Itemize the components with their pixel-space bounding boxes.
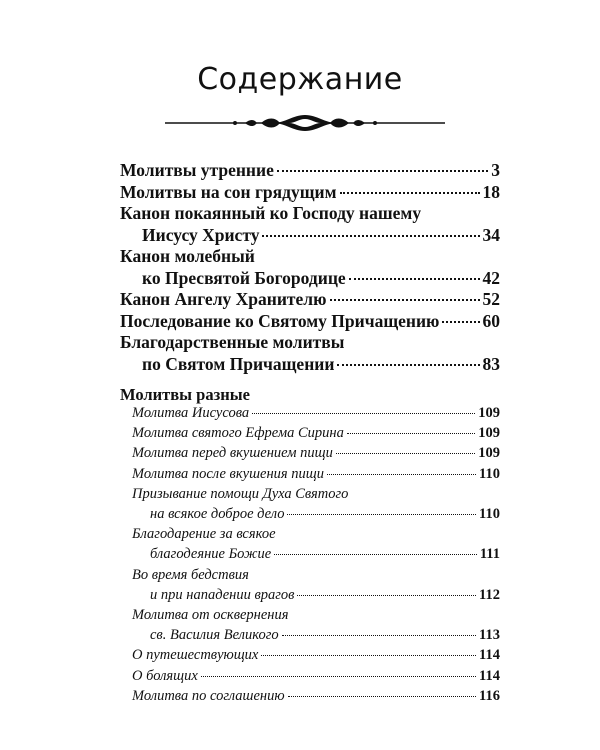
sub-entry-title: Во время бедствия: [132, 566, 249, 583]
sub-entry-line[interactable]: [132, 688, 500, 705]
sub-entry-title: Призывание помощи Духа Святого: [132, 485, 349, 502]
main-entry-line[interactable]: [120, 289, 500, 310]
sub-entry-page-number: 114: [479, 667, 500, 684]
sub-entry-page-number: 109: [478, 405, 500, 421]
dot-leader: [336, 453, 475, 454]
main-entry-title: Молитвы утренние: [120, 160, 274, 180]
main-entry-line[interactable]: [142, 354, 500, 375]
sub-entry-title: Молитва Иисусова: [132, 405, 250, 421]
sub-entry-page-number: 114: [479, 647, 500, 664]
sub-entry-line[interactable]: [132, 425, 500, 442]
section-heading: [120, 385, 500, 405]
main-entry-page-number: 42: [482, 267, 500, 288]
page-title: Содержание: [197, 62, 403, 97]
main-entry-title: Последование ко Святому Причащению: [120, 310, 440, 331]
sub-entry-line[interactable]: [132, 445, 500, 462]
dot-leader: [297, 595, 476, 596]
sub-entry-title: Молитва святого Ефрема Сирина: [132, 425, 344, 442]
dot-leader: [442, 321, 479, 323]
sub-entry-page-number: 113: [479, 627, 500, 644]
main-entry-page-number: 83: [482, 353, 500, 374]
sub-entry-line[interactable]: [150, 627, 500, 644]
dot-leader: [288, 696, 476, 697]
sub-entry-title: Благодарение за всякое: [132, 526, 276, 543]
dot-leader: [274, 554, 477, 555]
main-entry-page-number: 3: [491, 160, 500, 180]
main-entry-title: по Святом Причащении: [142, 353, 335, 374]
dot-leader: [349, 278, 480, 280]
sub-entry-title: О болящих: [132, 667, 198, 684]
sub-entry-line[interactable]: [132, 486, 500, 503]
dot-leader: [287, 514, 476, 515]
main-entry-line[interactable]: [120, 246, 500, 267]
sub-entry-line[interactable]: [132, 607, 500, 624]
sub-entry-title: благодеяние Божие: [150, 546, 272, 563]
dot-leader: [327, 474, 476, 475]
sub-entry-line[interactable]: [150, 546, 500, 563]
dot-leader: [261, 655, 476, 656]
sub-entry-line[interactable]: [132, 647, 500, 664]
sub-entry-line[interactable]: [150, 587, 500, 604]
sub-entry-title: Молитва по соглашению: [132, 687, 285, 704]
sub-entry-title: О путешествующих: [132, 647, 259, 664]
dot-leader: [277, 170, 488, 172]
sub-entry-line[interactable]: [132, 668, 500, 685]
sub-entry-title: св. Василия Великого: [150, 627, 279, 644]
sub-entry-title: и при нападении врагов: [150, 586, 295, 603]
main-entry-line[interactable]: [120, 203, 500, 224]
dot-leader: [340, 192, 480, 194]
ornament-divider: [165, 112, 445, 134]
sub-entry-page-number: 112: [479, 586, 500, 603]
sub-entry-line[interactable]: [132, 567, 500, 584]
sub-entry-line[interactable]: [132, 526, 500, 543]
main-entry-title: Иисусу Христу: [142, 224, 260, 245]
main-entry-title: ко Пресвятой Богородице: [142, 267, 346, 288]
main-entry-title: Канон покаянный ко Господу нашему: [120, 203, 422, 223]
dot-leader: [252, 413, 475, 414]
main-entry-line[interactable]: [120, 160, 500, 181]
main-entry-line[interactable]: [120, 332, 500, 353]
sub-entry-title: Молитва перед вкушением пищи: [132, 445, 333, 462]
dot-leader: [262, 235, 479, 237]
main-entry-line[interactable]: [120, 182, 500, 203]
main-entry-title: Канон Ангелу Хранителю: [120, 289, 327, 309]
sub-entry-page-number: 111: [479, 546, 500, 563]
sub-entry-page-number: 109: [478, 425, 500, 442]
main-entry-title: Молитвы на сон грядущим: [120, 181, 337, 202]
main-entry-line[interactable]: [142, 268, 500, 289]
main-entry-page-number: 52: [482, 289, 500, 309]
main-entry-page-number: 60: [482, 310, 500, 331]
sub-entry-page-number: 109: [478, 445, 500, 462]
main-entry-title: Канон молебный: [120, 246, 255, 266]
main-entry-title: Благодарственные молитвы: [120, 332, 345, 352]
section-heading-text: Молитвы разные: [120, 385, 250, 404]
dot-leader: [347, 433, 475, 434]
sub-entry-page-number: 116: [479, 687, 500, 704]
sub-entry-title: на всякое доброе дело: [150, 506, 285, 522]
main-entry-page-number: 34: [482, 224, 500, 245]
dot-leader: [282, 635, 476, 636]
main-entry-line[interactable]: [120, 311, 500, 332]
dot-leader: [330, 299, 480, 301]
dot-leader: [201, 676, 476, 677]
main-entry-page-number: 18: [482, 181, 500, 202]
sub-entry-title: Молитва после вкушения пищи: [132, 465, 324, 482]
sub-entry-page-number: 110: [479, 506, 500, 522]
dot-leader: [337, 364, 479, 366]
sub-entry-line[interactable]: [132, 466, 500, 483]
sub-entry-page-number: 110: [479, 465, 500, 482]
sub-entry-line[interactable]: [132, 405, 500, 422]
main-entry-line[interactable]: [142, 225, 500, 246]
sub-entry-line[interactable]: [150, 506, 500, 523]
sub-entry-title: Молитва от осквернения: [132, 607, 289, 623]
